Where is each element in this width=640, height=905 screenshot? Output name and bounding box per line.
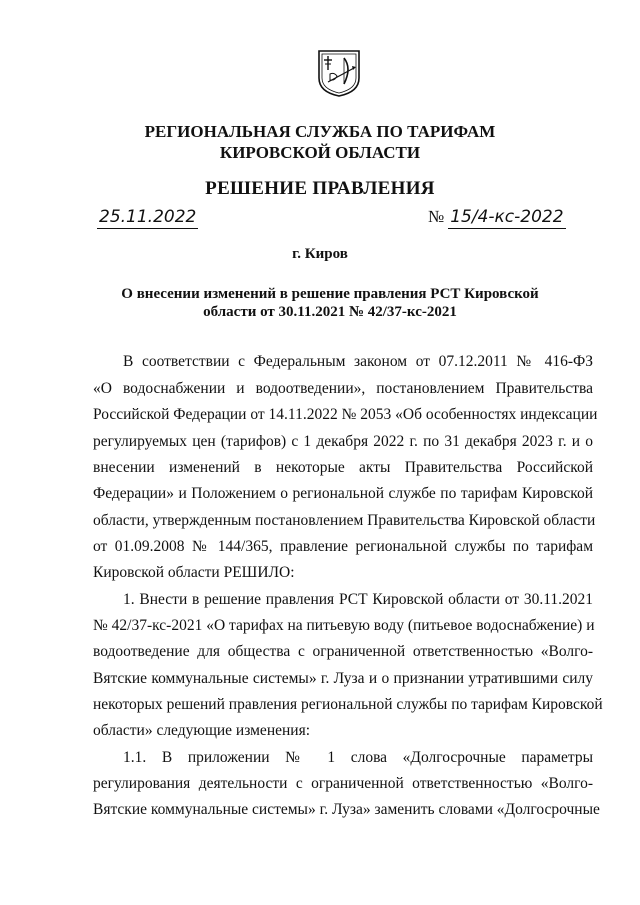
body-line: 1.1. В приложении № 1 слова «Долгосрочные параметры	[123, 749, 593, 766]
body-line: внесении изменений в некоторые акты Правительства Российской	[93, 459, 593, 476]
body-line: некоторых решений правления региональной службы по тарифам Кировской	[93, 696, 603, 713]
body-line: Кировской области РЕШИЛО:	[93, 564, 295, 581]
decision-number-field	[428, 207, 566, 229]
number-sign: №	[428, 207, 445, 226]
body-line: области, утвержденным постановлением Правительства Кировской области	[93, 512, 596, 529]
city-label: г. Киров	[292, 246, 348, 262]
body-line: регулирования деятельности с ограниченной ответственностью «Волго-	[93, 775, 593, 792]
body-line: Вятские коммунальные системы» г. Луза» заменить словами «Долгосрочные	[93, 801, 600, 818]
body-line: Вятские коммунальные системы» г. Луза и о признании утратившими силу	[93, 670, 593, 687]
body-line: водоотведение для общества с ограниченной ответственностью «Волго-	[93, 643, 593, 660]
body-line: «О водоснабжении и водоотведении», постановлением Правительства	[93, 380, 593, 397]
body-line: Федерации» и Положением о региональной службе по тарифам Кировской	[93, 485, 593, 502]
subject-line1: О внесении изменений в решение правления РСТ Кировской	[121, 286, 539, 302]
body-line: В соответствии с Федеральным законом от 07.12.2011 № 416-ФЗ	[123, 353, 593, 370]
body-line: от 01.09.2008 № 144/365, правление региональной службы по тарифам	[93, 538, 593, 555]
decision-date: 25.11.2022	[99, 207, 197, 227]
org-name-line2: КИРОВСКОЙ ОБЛАСТИ	[219, 143, 421, 162]
body-line: области» следующие изменения:	[93, 722, 311, 739]
body-line: № 42/37-кс-2021 «О тарифах на питьевую воду (питьевое водоснабжение) и	[93, 617, 595, 634]
coat-of-arms-emblem	[316, 48, 362, 98]
document-title: РЕШЕНИЕ ПРАВЛЕНИЯ	[205, 178, 435, 199]
body-line: 1. Внести в решение правления РСТ Кировской области от 30.11.2021	[123, 591, 593, 608]
org-name-line1: РЕГИОНАЛЬНАЯ СЛУЖБА ПО ТАРИФАМ	[144, 122, 496, 141]
subject-line2: области от 30.11.2021 № 42/37-кс-2021	[203, 304, 457, 320]
body-line: регулируемых цен (тарифов) с 1 декабря 2022 г. по 31 декабря 2023 г. и о	[93, 433, 593, 450]
body-line: Российской Федерации от 14.11.2022 № 2053 «Об особенностях индексации	[93, 406, 598, 423]
decision-number: 15/4-кс-2022	[450, 207, 564, 227]
